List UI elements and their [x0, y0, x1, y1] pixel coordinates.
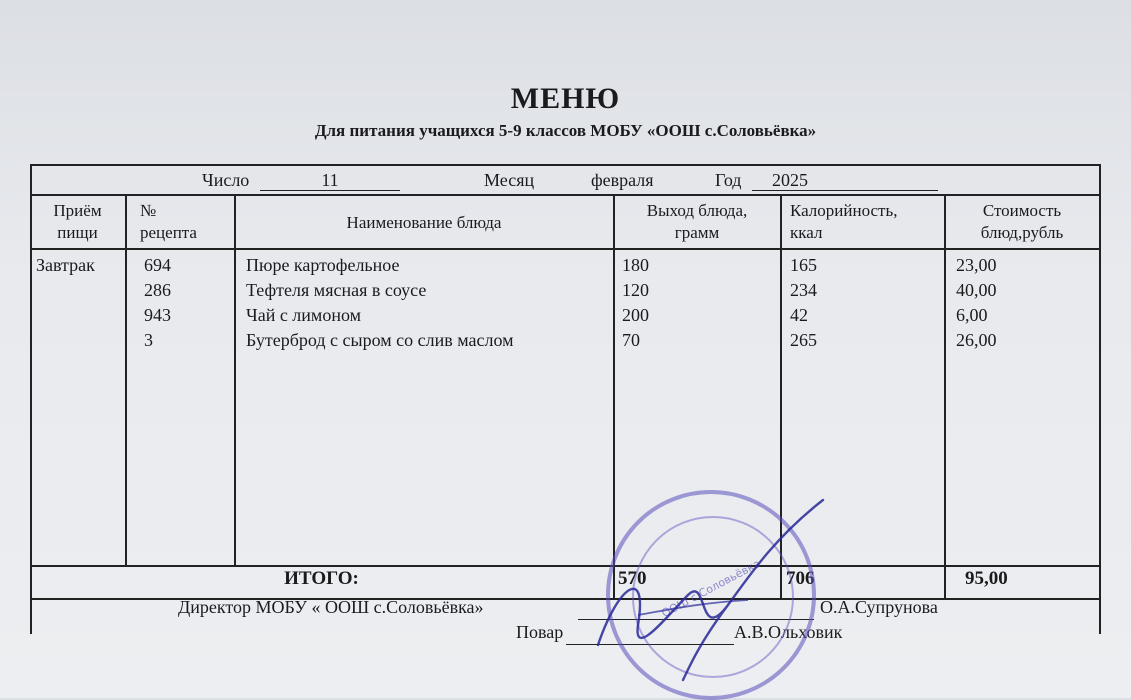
table-border-right [1099, 164, 1101, 634]
table-row-cost: 26,00 [956, 330, 997, 350]
table-row-weight: 70 [622, 330, 640, 350]
cook-label: Повар [516, 622, 564, 642]
cook-name: А.В.Ольховик [734, 622, 843, 642]
col-header-calories [790, 200, 898, 244]
table-row-dish: Бутерброд с сыром со слив маслом [246, 330, 514, 350]
table-row-dish: Чай с лимоном [246, 305, 361, 325]
totals-cost: 95,00 [965, 568, 1008, 589]
col-header-cost-line1: Стоимость [982, 201, 1062, 220]
col-header-weight-line1: Выход блюда, [646, 201, 748, 220]
date-row-divider [30, 194, 1100, 196]
director-label: Директор МОБУ « ООШ с.Соловьёвка» [178, 597, 484, 617]
col-header-calories-line1: Калорийность, [790, 201, 898, 220]
col-header-weight [614, 200, 780, 244]
col-header-cost [945, 200, 1099, 244]
table-row-calories: 42 [790, 305, 808, 325]
body-bottom-line [30, 565, 1100, 567]
document-subtitle: Для питания учащихся 5-9 классов МОБУ «ООШ с.Соловьёвка» [314, 121, 817, 140]
col-header-dish: Наименование блюда [346, 213, 502, 232]
date-day-label: Число [202, 170, 250, 190]
table-row-cost: 40,00 [956, 280, 997, 300]
table-row-calories: 234 [790, 280, 817, 300]
date-year-value: 2025 [752, 170, 938, 191]
header-divider [30, 248, 1100, 250]
table-row-weight: 200 [622, 305, 649, 325]
col-header-recipe-line2: рецепта [140, 223, 197, 242]
date-year-label: Год [715, 170, 742, 190]
stamp-text: ООШ с.Соловьёвка [659, 556, 763, 621]
table-row-weight: 180 [622, 255, 649, 275]
col-header-recipe-line1: № [140, 201, 157, 220]
col-divider-1 [125, 194, 127, 565]
weight-column [622, 253, 649, 353]
date-month-value: февраля [591, 170, 654, 190]
recipe-column [144, 253, 171, 353]
dish-column [246, 253, 514, 353]
table-row-cost: 6,00 [956, 305, 988, 325]
table-row-recipe: 943 [144, 305, 171, 325]
table-row-calories: 165 [790, 255, 817, 275]
table-row-calories: 265 [790, 330, 817, 350]
document-title: МЕНЮ [510, 82, 621, 115]
col-header-meal-line1: Приём [53, 201, 102, 220]
date-month-label: Месяц [484, 170, 535, 190]
table-row-recipe: 3 [144, 330, 153, 350]
table-row-dish: Пюре картофельное [246, 255, 400, 275]
col-header-calories-line2: ккал [790, 223, 823, 242]
table-border-top [30, 164, 1100, 166]
director-name: О.А.Супрунова [820, 597, 938, 617]
totals-calories: 706 [786, 568, 815, 589]
col-divider-2 [234, 194, 236, 565]
col-header-meal-line2: пищи [57, 223, 98, 242]
col-header-cost-line2: блюд,рубль [980, 223, 1064, 242]
col-header-meal [30, 200, 125, 244]
cost-column [956, 253, 997, 353]
date-day-value: 11 [260, 170, 400, 191]
col-divider-5 [944, 194, 946, 598]
table-row-recipe: 694 [144, 255, 171, 275]
table-row-cost: 23,00 [956, 255, 997, 275]
table-row-recipe: 286 [144, 280, 171, 300]
handwritten-signature [578, 495, 838, 685]
col-header-recipe [140, 200, 197, 244]
table-row-weight: 120 [622, 280, 649, 300]
table-row-dish: Тефтеля мясная в соусе [246, 280, 427, 300]
col-header-weight-line2: грамм [674, 223, 720, 242]
calories-column [790, 253, 817, 353]
totals-weight: 570 [618, 568, 647, 589]
totals-label: ИТОГО: [284, 568, 359, 589]
meal-name: Завтрак [36, 255, 95, 275]
